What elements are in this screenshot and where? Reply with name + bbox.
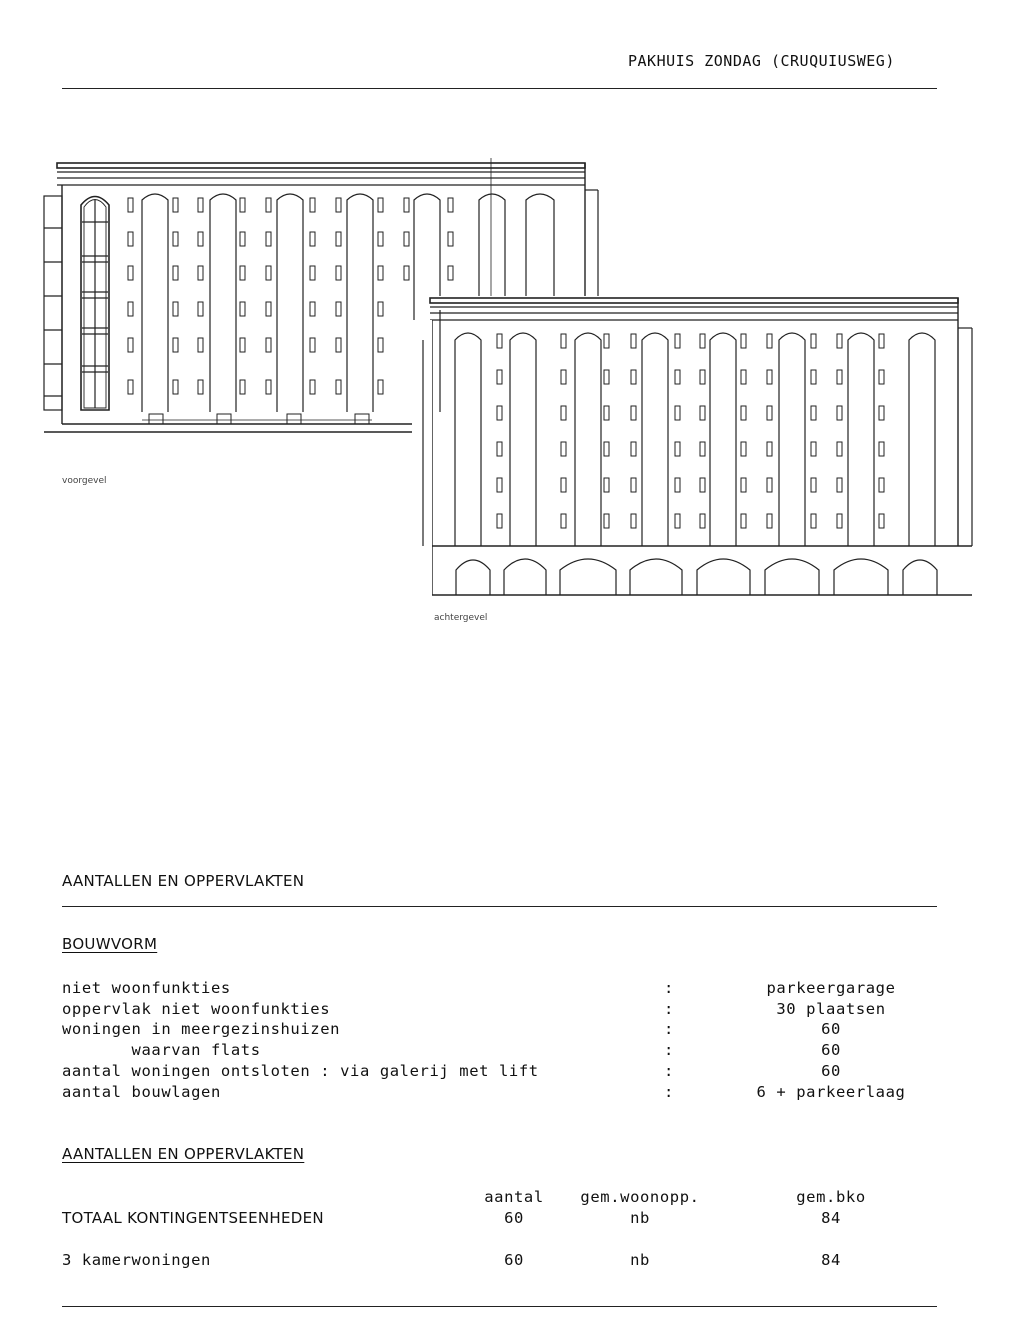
table-cell: nb [630,1251,650,1269]
front-elevation-label: voorgevel [62,476,107,486]
info-row-value: 60 [821,1020,841,1038]
header-rule [62,88,937,89]
info-row-colon: : [664,1041,674,1059]
info-row [0,1041,1024,1062]
info-row [0,979,1024,1000]
info-row [0,1020,1024,1041]
section-rule [62,906,937,907]
info-row-value: parkeergarage [766,979,896,997]
table-cell: 60 [504,1251,524,1269]
table-cell: 84 [821,1209,841,1227]
facade-drawings [0,150,1024,610]
table-cell: 60 [504,1209,524,1227]
front-elevation [44,158,598,432]
column-header-avg-living-area: gem.woonopp. [580,1188,700,1206]
info-row-colon: : [664,1020,674,1038]
info-row-label: aantal woningen ontsloten : via galerij met lift [62,1062,539,1080]
info-row-label: waarvan flats [62,1041,261,1059]
info-row-value: 6 + parkeerlaag [756,1083,906,1101]
table-row-label-3-room: 3 kamerwoningen [62,1251,211,1269]
info-row-colon: : [664,1062,674,1080]
info-row [0,1000,1024,1021]
column-header-avg-bko: gem.bko [796,1188,866,1206]
info-row-value: 30 plaatsen [776,1000,886,1018]
info-row-value: 60 [821,1062,841,1080]
info-row-label: niet woonfunkties [62,979,231,997]
section-title-amounts: AANTALLEN EN OPPERVLAKTEN [62,872,305,890]
info-row [0,1083,1024,1104]
table-cell: 84 [821,1251,841,1269]
rear-elevation [413,296,972,596]
section-subtitle-building-form: BOUWVORM [62,935,158,953]
table-cell: nb [630,1209,650,1227]
info-row-value: 60 [821,1041,841,1059]
info-row [0,1062,1024,1083]
info-row-label: woningen in meergezinshuizen [62,1020,341,1038]
table-row-label-total: TOTAAL KONTINGENTSEENHEDEN [62,1209,324,1227]
info-row-label: aantal bouwlagen [62,1083,221,1101]
column-header-count: aantal [484,1188,544,1206]
info-row-colon: : [664,1083,674,1101]
page-title: PAKHUIS ZONDAG (CRUQUIUSWEG) [628,52,895,70]
footer-rule [62,1306,937,1307]
info-row-label: oppervlak niet woonfunkties [62,1000,331,1018]
info-row-colon: : [664,1000,674,1018]
section-title-amounts-table: AANTALLEN EN OPPERVLAKTEN [62,1145,305,1163]
info-row-colon: : [664,979,674,997]
rear-elevation-label: achtergevel [434,613,488,623]
